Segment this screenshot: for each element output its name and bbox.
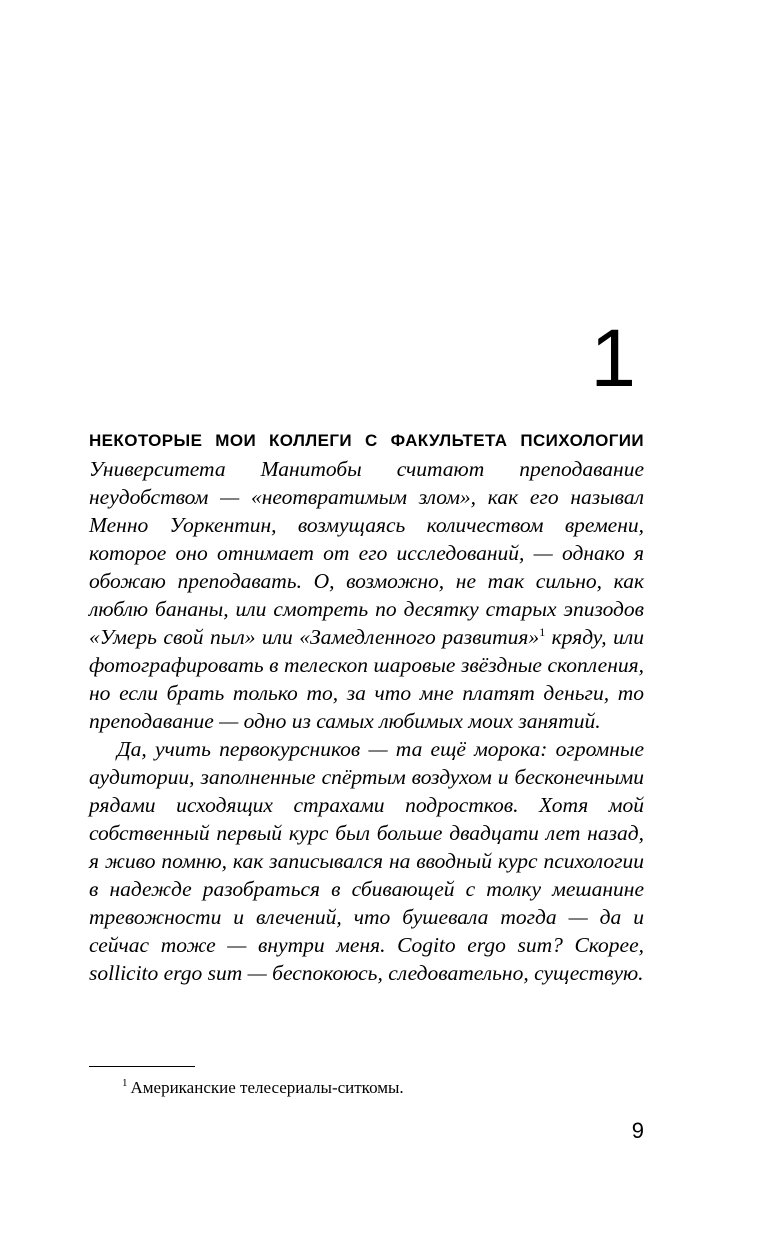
footnote-text: Американские телесериалы-ситкомы. (130, 1078, 404, 1097)
paragraph-1-text-a: Университета Манитобы считают преподавание неудобством — «неотвратимым злом», как его называл Менно Уоркентин, возмущаясь количеством времени, которое оно отнимает от его исследований, — однако я обожаю преподавать. О, возможно, не так сильно, как люблю бананы, или смотреть по десятку старых эпизодов «Умерь свой пыл» или «Замедленного развития» (89, 457, 644, 649)
footnote-reference: 1 (539, 624, 546, 639)
body-text (89, 425, 644, 987)
paragraph-2: Да, учить первокурсников — та ещё морока: огромные аудитории, заполненные спёртым воздухом и бесконечными рядами исходящих страхами подростков. Хотя мой собственный первый курс был больше двадцати лет назад, я живо помню, как записывался на вводный курс психологии в надежде разобраться в сбивающей с толку мешанине тревожности и влечений, что бушевала тогда — да и сейчас тоже — внутри меня. Cogito ergo sum? Скорее, sollicito ergo sum — беспокоюсь, следовательно, существую. (89, 737, 644, 985)
footnote-marker: 1 (122, 1077, 128, 1090)
run-in-heading: НЕКОТОРЫЕ МОИ КОЛЛЕГИ С ФАКУЛЬТЕТА ПСИХОЛОГИИ (89, 431, 644, 450)
paragraph-1-text-b: кряду, или фотографировать в телескоп шаровые звёздные скопления, но если брать только то, за что мне платят деньги, то преподавание — одно из самых любимых моих занятий. (89, 625, 644, 733)
page-number: 9 (631, 1118, 644, 1143)
paragraph-1 (89, 425, 644, 735)
footnote-separator (89, 1066, 195, 1067)
chapter-number: 1 (590, 313, 636, 404)
footnote (122, 1077, 404, 1099)
